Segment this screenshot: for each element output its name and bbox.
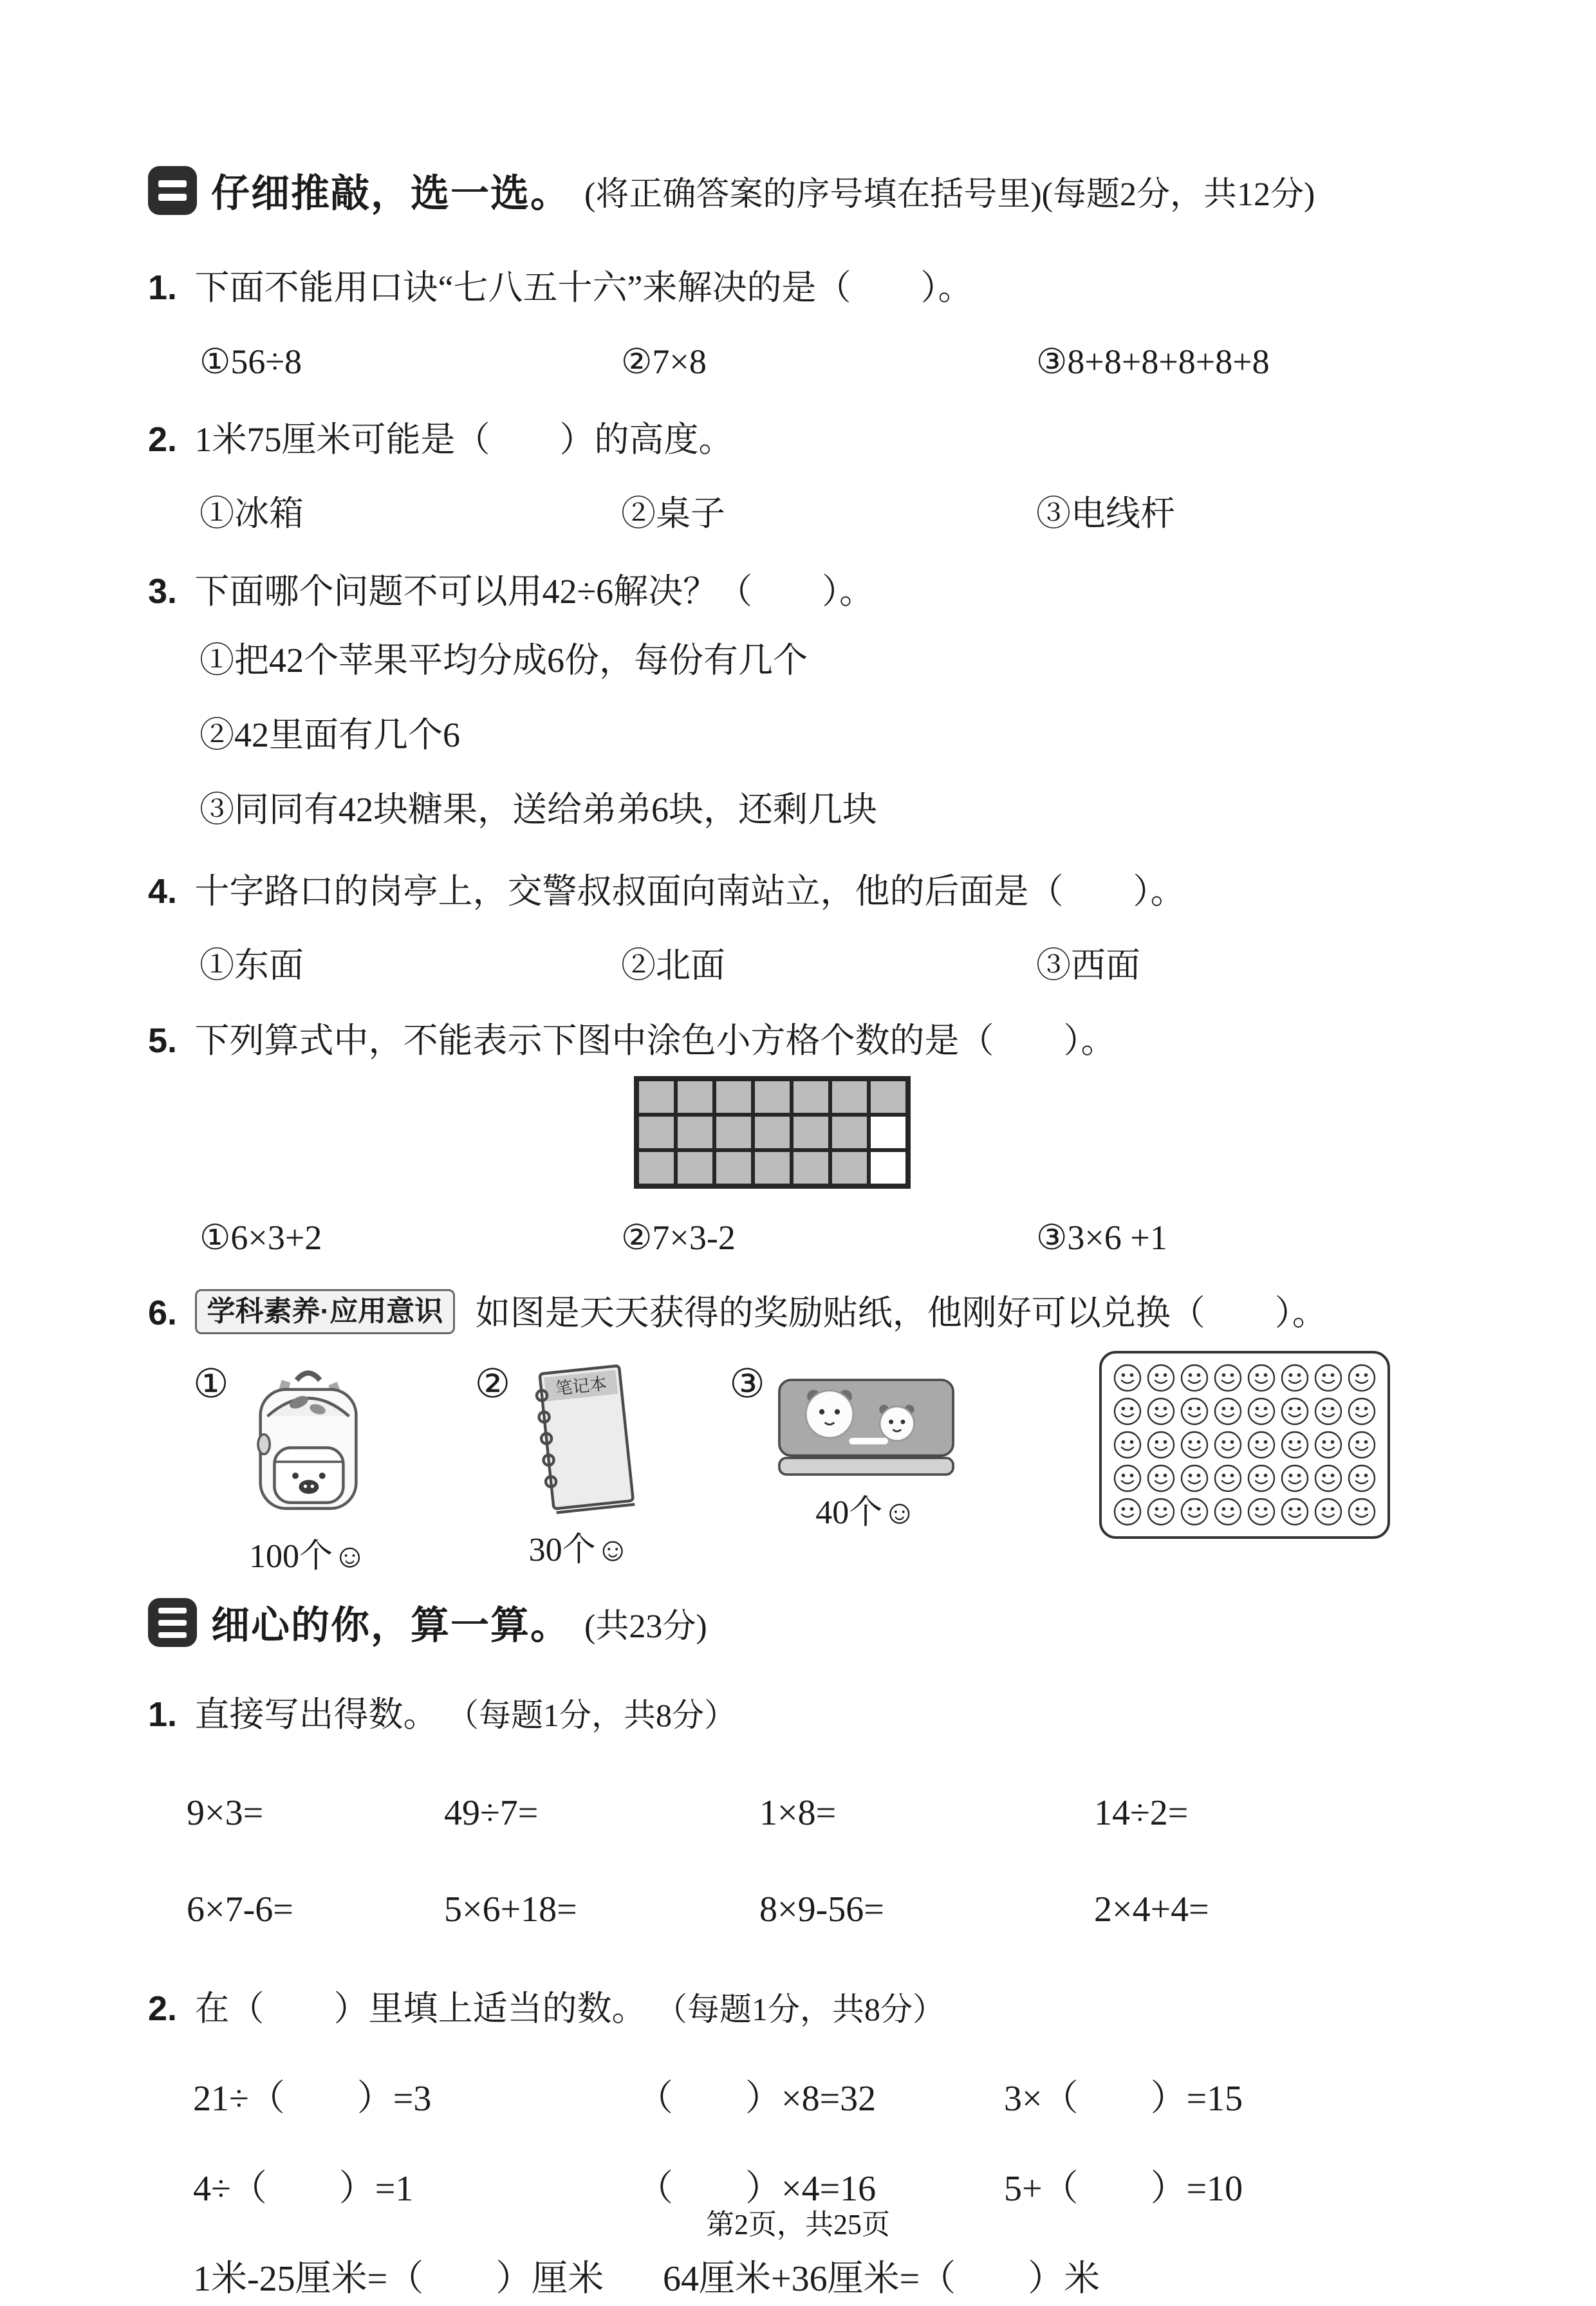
expression: 1×8= [759,1793,837,1833]
question-1 [148,261,1461,314]
smiley-sticker-icon [1113,1364,1142,1392]
question-3-number: 3. [148,572,178,611]
question-4-number: 4. [148,872,178,911]
question-1-text: 下面不能用口诀“七八五十六”来解决的是（ ）。 [194,268,973,307]
grid-cell [792,1079,830,1115]
calc-row-1 [148,1788,1461,1838]
grid-cell [830,1079,869,1115]
smiley-sticker-icon [1180,1364,1209,1392]
smiley-sticker-icon [1314,1397,1342,1426]
question-3-option-1: ①把42个苹果平均分成6份，每份有几个 [200,641,808,680]
option: ②7×8 [621,342,707,381]
icon-bar [158,1632,187,1638]
question-3 [148,565,1461,618]
option: ①56÷8 [200,342,302,381]
smiley-sticker-icon [1314,1464,1342,1492]
grid-cell [869,1115,907,1150]
question-3-option-2: ②42里面有几个6 [200,716,460,754]
smiley-sticker-icon [1348,1364,1376,1392]
pencil-case-icon [774,1373,958,1482]
smiley-sticker-icon [1247,1397,1276,1426]
grid-cell [830,1150,869,1186]
smiley-sticker-icon [1281,1397,1309,1426]
expression: 5+（ ）=10 [1004,2169,1243,2209]
backpack-icon [238,1351,378,1526]
smiley-sticker-icon [1214,1397,1242,1426]
smiley-sticker-icon [1348,1397,1376,1426]
calc-question-1 [148,1688,1461,1742]
expression: 5×6+18= [444,1890,577,1929]
question-4-options [148,940,1461,991]
expression: 21÷（ ）=3 [193,2079,432,2119]
icon-bar [158,1620,187,1626]
competency-badge: 学科素养·应用意识 [195,1289,456,1334]
icon-bar [158,180,187,187]
fill-question-2 [148,1982,1461,2036]
grid-cell [676,1150,714,1186]
question-6 [148,1287,1461,1339]
smiley-sticker-icon [1180,1464,1209,1492]
smiley-sticker-icon [1180,1397,1209,1426]
question-2-number: 2. [148,420,178,459]
expression: 2×4+4= [1094,1890,1209,1929]
reward-pencil-case [729,1351,958,1533]
grid-cell [637,1115,676,1150]
notebook-icon [512,1354,647,1525]
smiley-sticker-icon [1147,1364,1175,1392]
section1-header [148,161,1461,220]
reward-1-figure [238,1351,378,1577]
smiley-sticker-icon [1314,1364,1342,1392]
option: ②北面 [621,946,725,985]
smiley-sticker-icon [1348,1498,1376,1526]
reward-1-tag: ① [193,1362,229,1406]
grid-cell [753,1150,792,1186]
shaded-squares-grid [634,1076,911,1189]
smiley-sticker-icon [1281,1464,1309,1492]
grid-cell [637,1150,676,1186]
grid-cell [676,1115,714,1150]
fill-question-2-number: 2. [148,1989,178,2028]
smiley-sticker-icon [1113,1464,1142,1492]
question-1-options [148,336,1461,387]
grid-cell [830,1115,869,1150]
reward-3-figure [774,1373,958,1533]
grid-cell [714,1079,753,1115]
grid-cell [637,1079,676,1115]
smiley-sticker-icon [1247,1431,1276,1459]
fill-row-3 [148,2252,1461,2306]
calc-question-1-number: 1. [148,1695,178,1734]
section2-note: (共23分) [584,1608,707,1645]
sticker-board-grid [1099,1351,1390,1539]
smiley-sticker-icon [1147,1464,1175,1492]
smiley-sticker-icon [1281,1498,1309,1526]
section1-note: (将正确答案的序号填在括号里)(每题2分，共12分) [584,176,1315,213]
grid-cell [753,1115,792,1150]
expression: 49÷7= [444,1793,539,1833]
expression: 1米-25厘米=（ ）厘米 [193,2259,604,2299]
expression: 4÷（ ）=1 [193,2169,414,2209]
fill-question-2-note: （每题1分，共8分） [655,1991,945,2027]
reward-1-price: 100个☺ [249,1538,367,1575]
smiley-sticker-icon [1314,1498,1342,1526]
smiley-sticker-icon [1113,1498,1142,1526]
option: ①6×3+2 [200,1218,322,1257]
reward-3-tag: ③ [729,1362,765,1406]
expression: 14÷2= [1094,1793,1189,1833]
grid-cell [869,1150,907,1186]
smiley-sticker-icon [1214,1431,1242,1459]
question-6-text: 如图是天天获得的奖励贴纸，他刚好可以兑换（ ）。 [475,1294,1327,1332]
grid-cell [869,1079,907,1115]
option: ③西面 [1036,946,1140,985]
section-two-icon [148,166,197,215]
option: ③电线杆 [1036,494,1175,533]
smiley-sticker-icon [1180,1498,1209,1526]
calc-question-1-note: （每题1分，共8分） [447,1697,737,1733]
reward-3-price: 40个☺ [815,1494,917,1531]
smiley-sticker-icon [1147,1431,1175,1459]
reward-2-price: 30个☺ [528,1532,630,1568]
notebook-cover-label: 笔记本 [554,1373,608,1399]
fill-question-2-text: 在（ ）里填上适当的数。 [194,1989,647,2028]
option: ①冰箱 [200,494,304,533]
icon-bar [158,194,187,201]
reward-2-tag: ② [474,1362,511,1406]
question-2 [148,413,1461,466]
question-5 [148,1014,1461,1067]
page-footer: 第2页，共25页 [706,2209,890,2240]
grid-cell [792,1115,830,1150]
grid-cell [792,1150,830,1186]
option: ③8+8+8+8+8+8 [1036,342,1270,381]
calc-question-1-text: 直接写出得数。 [194,1695,438,1734]
expression: 64厘米+36厘米=（ ）米 [663,2259,1100,2299]
grid-cell [714,1150,753,1186]
option: ②7×3-2 [621,1218,736,1257]
expression: 8×9-56= [759,1890,884,1929]
smiley-sticker-icon [1247,1364,1276,1392]
question-1-number: 1. [148,268,178,307]
expression: 6×7-6= [187,1890,293,1929]
smiley-sticker-icon [1180,1431,1209,1459]
expression: （ ）×8=32 [637,2079,877,2119]
section1-title: 仔细推敲，选一选。 [211,172,570,215]
smiley-sticker-icon [1214,1364,1242,1392]
smiley-sticker-icon [1113,1431,1142,1459]
section2-header [148,1593,1461,1652]
option: ③3×6 +1 [1036,1218,1167,1257]
smiley-sticker-icon [1147,1498,1175,1526]
smiley-sticker-icon [1247,1498,1276,1526]
expression: 3×（ ）=15 [1004,2079,1243,2119]
question-6-rewards [148,1351,1461,1575]
question-5-number: 5. [148,1021,178,1060]
calc-row-2 [148,1884,1461,1935]
smiley-sticker-icon [1113,1397,1142,1426]
reward-notebook [475,1351,640,1570]
expression: （ ）×4=16 [637,2169,877,2209]
smiley-sticker-icon [1348,1464,1376,1492]
question-6-number: 6. [148,1294,178,1332]
icon-bar [158,1608,187,1613]
question-4-text: 十字路口的岗亭上，交警叔叔面向南站立，他的后面是（ ）。 [194,872,1185,911]
question-3-text: 下面哪个问题不可以用42÷6解决？（ ）。 [194,572,875,611]
grid-cell [753,1079,792,1115]
reward-2-figure [519,1360,639,1570]
expression: 9×3= [187,1793,264,1833]
option: ①东面 [200,946,304,985]
smiley-sticker-icon [1214,1498,1242,1526]
question-2-text: 1米75厘米可能是（ ）的高度。 [194,420,734,459]
question-3-option-3: ③同同有42块糖果，送给弟弟6块，还剩几块 [200,790,877,829]
smiley-sticker-icon [1214,1464,1242,1492]
section-three-icon [148,1598,197,1647]
question-2-options [148,488,1461,539]
option: ②桌子 [621,494,725,533]
smiley-sticker-icon [1247,1464,1276,1492]
fill-row-1 [148,2072,1461,2126]
smiley-sticker-icon [1147,1397,1175,1426]
question-5-text: 下列算式中，不能表示下图中涂色小方格个数的是（ ）。 [194,1021,1116,1060]
question-4 [148,865,1461,918]
section2-title: 细心的你，算一算。 [211,1604,570,1647]
smiley-sticker-icon [1281,1364,1309,1392]
reward-backpack [193,1351,378,1577]
smiley-sticker-icon [1281,1431,1309,1459]
smiley-sticker-icon [1314,1431,1342,1459]
grid-cell [676,1079,714,1115]
question-5-options [148,1212,1461,1263]
smiley-sticker-icon [1348,1431,1376,1459]
grid-cell [714,1115,753,1150]
